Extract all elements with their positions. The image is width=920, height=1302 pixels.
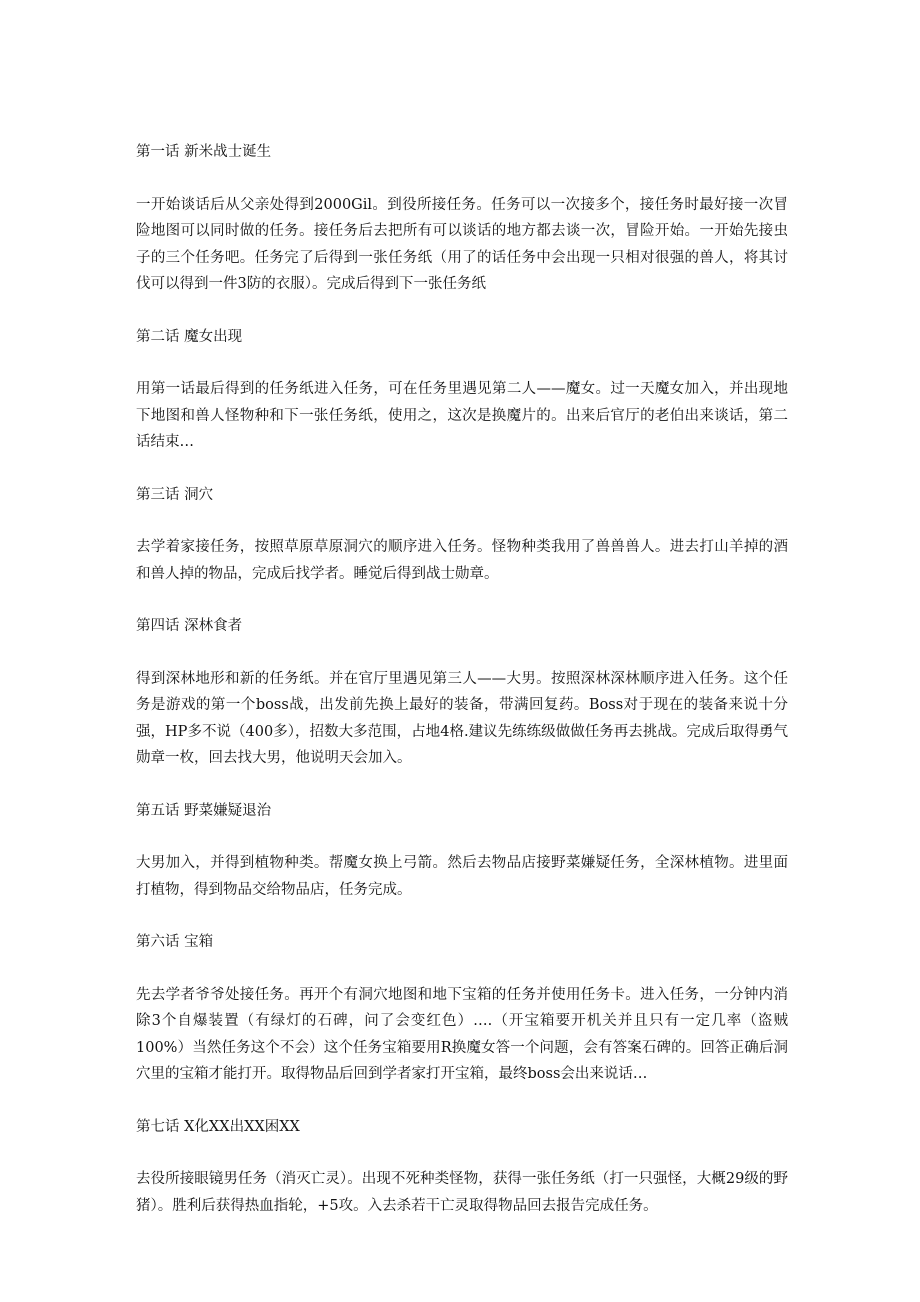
chapter-body: 大男加入，并得到植物种类。帮魔女换上弓箭。然后去物品店接野菜嫌疑任务，全深林植物。进里面打植物，得到物品交给物品店，任务完成。 [136,855,788,898]
chapter-7 [136,1114,788,1220]
chapter-title: 第四话 深林食者 [136,618,243,634]
chapter-title: 第一话 新米战士诞生 [136,144,272,160]
chapter-3 [136,482,788,588]
chapter-body: 得到深林地形和新的任务纸。并在官厅里遇见第三人——大男。按照深林深林顺序进入任务。这个任务是游戏的第一个boss战，出发前先换上最好的装备，带满回复药。Boss对于现在的装备来说十分强，HP多不说（400多），招数大多范围，占地4格.建议先练练级做做任务再去挑战。完成后取得勇气勋章一枚，回去找大男，他说明天会加入。 [136,670,788,766]
chapter-title: 第二话 魔女出现 [136,328,243,345]
chapter-body: 去学着家接任务，按照草原草原洞穴的顺序进入任务。怪物种类我用了兽兽兽人。进去打山羊掉的酒和兽人掉的物品，完成后找学者。睡觉后得到战士勋章。 [136,539,788,582]
chapter-body: 先去学者爷爷处接任务。再开个有洞穴地图和地下宝箱的任务并使用任务卡。进入任务，一分钟内消除3个自爆装置（有绿灯的石碑，问了会变红色）….（开宝箱要开机关并且只有一定几率（盗贼100%）当然任务这个不会）这个任务宝箱要用R换魔女答一个问题，会有答案石碑的。回答正确后洞穴里的宝箱才能打开。取得物品后回到学者家打开宝箱，最终boss会出来说话… [136,986,788,1082]
chapter-title: 第六话 宝箱 [136,934,214,950]
chapter-body: 去役所接眼镜男任务（消灭亡灵）。出现不死种类怪物，获得一张任务纸（打一只强怪，大概29级的野猪）。胜利后获得热血指轮，+5攻。入去杀若干亡灵取得物品回去报告完成任务。 [136,1171,788,1214]
chapter-title: 第五话 野菜嫌疑退治 [136,802,272,819]
chapter-1 [136,139,788,298]
chapter-2 [136,324,788,456]
document-page [136,139,788,1245]
chapter-6 [136,929,788,1088]
chapter-title: 第三话 洞穴 [136,486,214,503]
chapter-title: 第七话 X化XX出XX困XX [136,1118,300,1135]
chapter-5 [136,798,788,904]
chapter-4 [136,613,788,772]
chapter-body: 一开始谈话后从父亲处得到2000Gil。到役所接任务。任务可以一次接多个，接任务时最好接一次冒险地图可以同时做的任务。接任务后去把所有可以谈话的地方都去谈一次，冒险开始。一开始先接虫子的三个任务吧。任务完了后得到一张任务纸（用了的话任务中会出现一只相对很强的兽人，将其讨伐可以得到一件3防的衣服）。完成后得到下一张任务纸 [136,196,788,292]
chapter-body: 用第一话最后得到的任务纸进入任务，可在任务里遇见第二人——魔女。过一天魔女加入，并出现地下地图和兽人怪物种和下一张任务纸，使用之，这次是换魔片的。出来后官厅的老伯出来谈话，第二话结束… [136,381,788,450]
